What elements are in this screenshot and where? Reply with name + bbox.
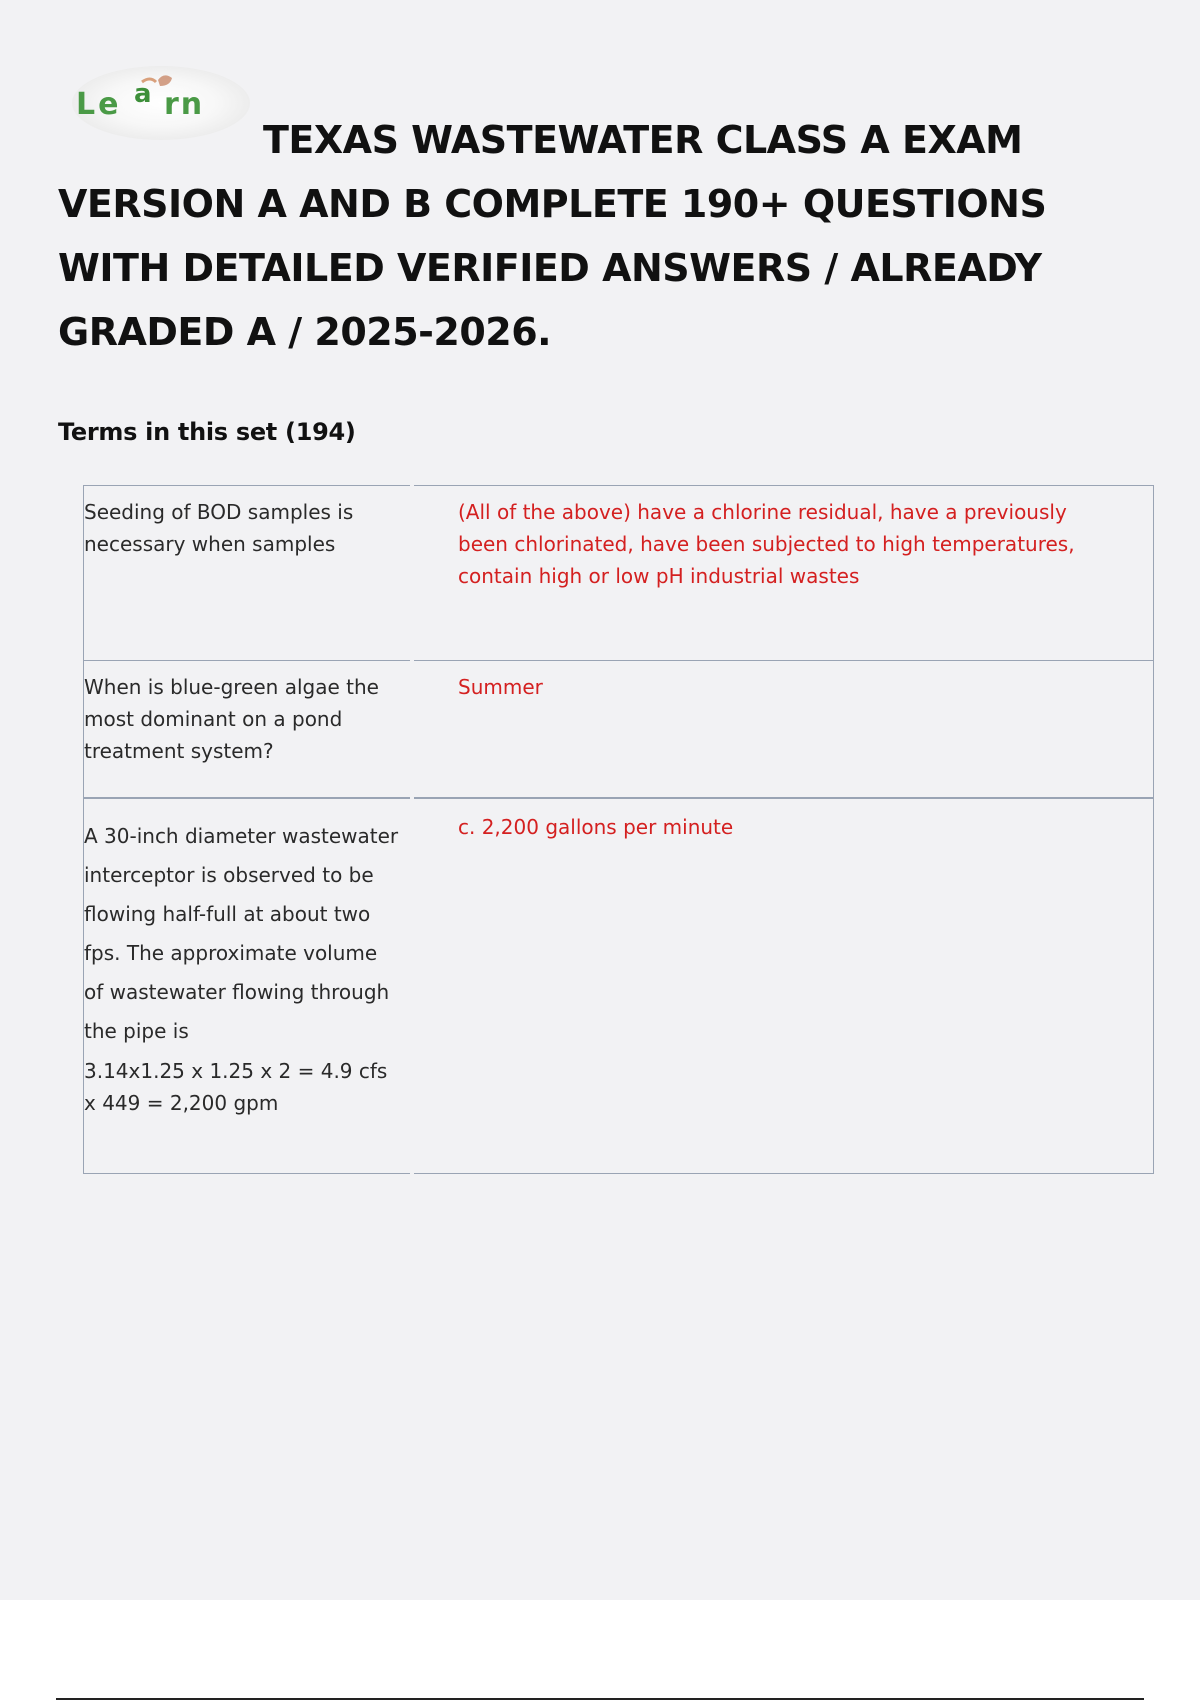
definition-cell: c. 2,200 gallons per minute (412, 798, 1154, 1174)
terms-count-heading: Terms in this set (194) (58, 418, 356, 446)
table-row (84, 661, 1154, 799)
definition-cell: Summer (412, 661, 1154, 799)
table-row (84, 798, 1154, 1174)
svg-text:Le: Le (76, 87, 122, 122)
flashcard-table (83, 485, 1154, 1174)
definition-cell: (All of the above) have a chlorine residual, have a previously been chlorinated, have been subjected to high temperatures, contain high or low pH industrial wastes (412, 486, 1154, 661)
term-text: A 30-inch diameter wastewater interceptor is observed to be flowing half-full at about two fps. The approximate volume of wastewater flowing through the pipe is (84, 824, 399, 1043)
table-row (84, 486, 1154, 661)
term-cell: When is blue-green algae the most dominant on a pond treatment system? (84, 661, 413, 799)
term-cell (84, 798, 413, 1174)
term-cell: Seeding of BOD samples is necessary when samples (84, 486, 413, 661)
svg-text:rn: rn (164, 87, 205, 122)
svg-text:a: a (134, 79, 152, 109)
term-formula: 3.14x1.25 x 1.25 x 2 = 4.9 cfs x 449 = 2,200 gpm (84, 1059, 388, 1115)
document-title: TEXAS WASTEWATER CLASS A EXAM VERSION A AND B COMPLETE 190+ QUESTIONS WITH DETAILED VERIFIED ANSWERS / ALREADY GRADED A / 2025-2026. (58, 118, 1047, 354)
